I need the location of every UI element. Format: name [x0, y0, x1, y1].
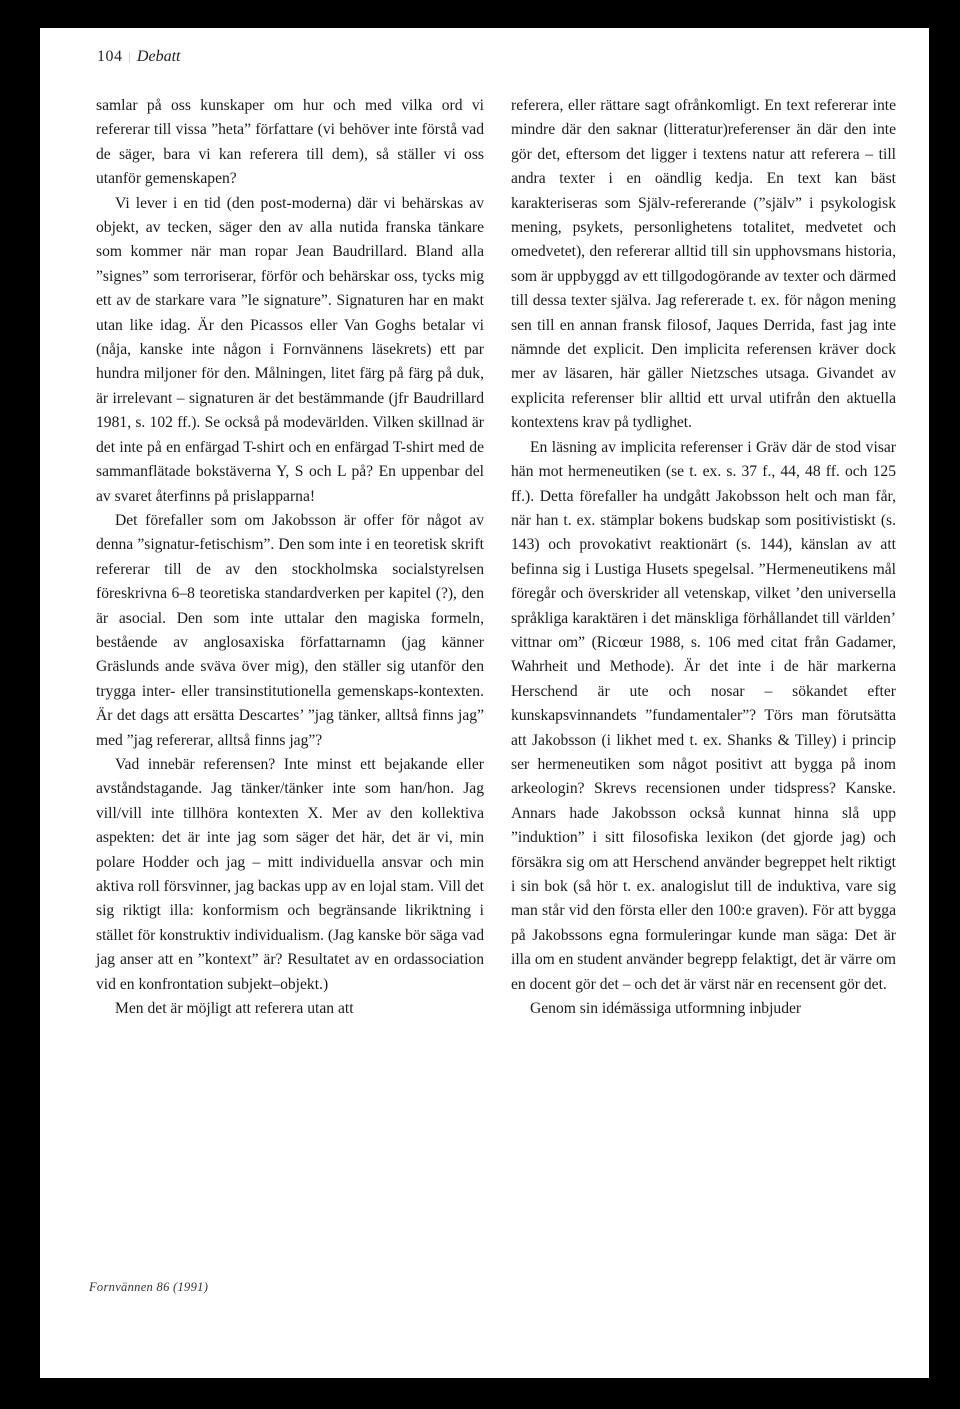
paragraph: Vi lever i en tid (den post-moderna) där vi behärskas av objekt, av tecken, säger den av alla nutida franska tänkare som kommer när man ropar Jean Baudrillard. Bland alla ”signes” som terroriserar, förför och behärskar oss, tycks mig ett av de starkare vara ”le signature”. Signaturen har en makt utan like idag. Är den Picassos eller Van Goghs betalar vi (nåja, kanske inte någon i Fornvännens läsekrets) ett par hundra miljoner för den. Målningen, litet färg på färg på duk, är irrelevant – signaturen är det bestämmande (jfr Baudrillard 1981, s. 102 ff.). Se också på modevärlden. Vilken skillnad är det inte på en enfärgad T-shirt och en enfärgad T-shirt med de sammanflätade bokstäverna Y, S och L på? En uppenbar del av svaret återfinns på prislapparna! [96, 194, 484, 505]
section-title: Debatt [136, 48, 181, 65]
paragraph: Det förefaller som om Jakobsson är offer för något av denna ”signatur-fetischism”. Den som inte i en teoretisk skrift refererar till de av den stockholmska socialstyrelsen föreskrivna 6–8 teoretiska standardverken per kapitel (?), den är asocial. Den som inte uttalar den magiska formeln, bestående av anglosaxiska författarnamn (jag känner Gräslunds ande sväva över mig), den ställer sig utanför den trygga inter- eller transinstitutionella gemenskaps-kontexten. Är det dags att ersätta Descartes’ ”jag tänker, alltså finns jag” med ”jag refererar, alltså finns jag”? [96, 511, 484, 749]
right-column [511, 94, 896, 1021]
paragraph: Genom sin idémässiga utformning inbjuder [530, 1000, 802, 1018]
header-separator: | [128, 49, 131, 63]
left-column [96, 94, 484, 1021]
paragraph: referera, eller rättare sagt ofrånkomligt. En text refererar inte mindre där den saknar (litteratur)referenser än där den inte gör det, eftersom det ligger i textens natur att referera – till andra texter i en oändlig kedja. En text kan bäst karakteriseras som Själv-refererande (”själv” i psykologisk mening, psykets, personlighetens totalitet, medvetet och omedvetet), den refererar alltid till sin upphovsmans historia, som är uppbyggd av ett tillgodogörande av texter och därmed till dessa texter själva. Jag refererade t. ex. för någon mening sen till en annan fransk filosof, Jaques Derrida, fast jag inte nämnde det explicit. Den implicita referensen kräver dock mer av läsaren, här gäller Nietzsches utsaga. Givandet av explicita referenser blir alltid ett urval utifrån den aktuella kontextens krav på tydlighet. [511, 97, 896, 432]
running-header [97, 48, 180, 66]
paragraph: En läsning av implicita referenser i Gräv där de stod visar hän mot hermeneutiken (se t. ex. s. 37 f., 44, 48 ff. och 125 ff.). Detta förefaller ha undgått Jakobsson helt och man får, när han t. ex. stämplar bokens budskap som positivistiskt (s. 143) och provokativt reaktionärt (s. 144), känslan av att befinna sig i Lustiga Husets spegelsal. ”Hermeneutikens mål föregår och överskrider all vetenskap, vilket ’den universella språkliga karaktären i det mänskliga förhållandet till världen’ vittnar om” (Ricœur 1988, s. 106 med citat från Gadamer, Wahrheit und Methode). Är det inte i de här markerna Herschend är ute och nosar – sökandet efter kunskapsvinnandets ”fundamentaler”? Törs man förutsätta att Jakobsson (i likhet med t. ex. Shanks & Tilley) i princip ser hermeneutiken som något positivt att bygga på inom arkeologin? Skrevs recensionen under tidspress? Kanske. Annars hade Jakobsson också kunnat hinna slå upp ”induktion” i sitt filosofiska lexikon (det gjorde jag) och försäkra sig om att Herschend använder begreppet helt riktigt i sin bok (så hör t. ex. analogislut till de induktiva, vare sig man står vid den första eller den 100:e graven). För att bygga på Jakobssons egna formuleringar kunde man säga: Det är illa om en student använder begrepp felaktigt, det är värre om en docent gör det – och det är värst när en recensent gör det. [511, 438, 896, 993]
paragraph: Men det är möjligt att referera utan att [115, 1000, 354, 1018]
paragraph: Vad innebär referensen? Inte minst ett bejakande eller avståndstagande. Jag tänker/tänker inte som han/hon. Jag vill/vill inte tillhöra kontexten X. Mer av den kollektiva aspekten: det är inte jag som säger det här, det är vi, min polare Hodder och jag – mitt individuella ansvar och min aktiva roll försvinner, jag backas upp av en lojal stam. Vill det sig riktigt illa: konformism och begränsande likriktning i stället för konstruktiv individualism. (Jag kanske bör säga vad jag anser att en ”kontext” är? Resultatet av en ordassociation vid en konfrontation subjekt–objekt.) [96, 755, 484, 993]
paragraph: samlar på oss kunskaper om hur och med vilka ord vi refererar till vissa ”heta” författare (vi behöver inte förstå vad de säger, bara vi kan referera till dem), så ställer vi oss utanför gemenskapen? [96, 97, 484, 188]
page [40, 28, 929, 1378]
page-number: 104 [97, 48, 123, 65]
journal-citation-footer: Fornvännen 86 (1991) [89, 1280, 209, 1294]
